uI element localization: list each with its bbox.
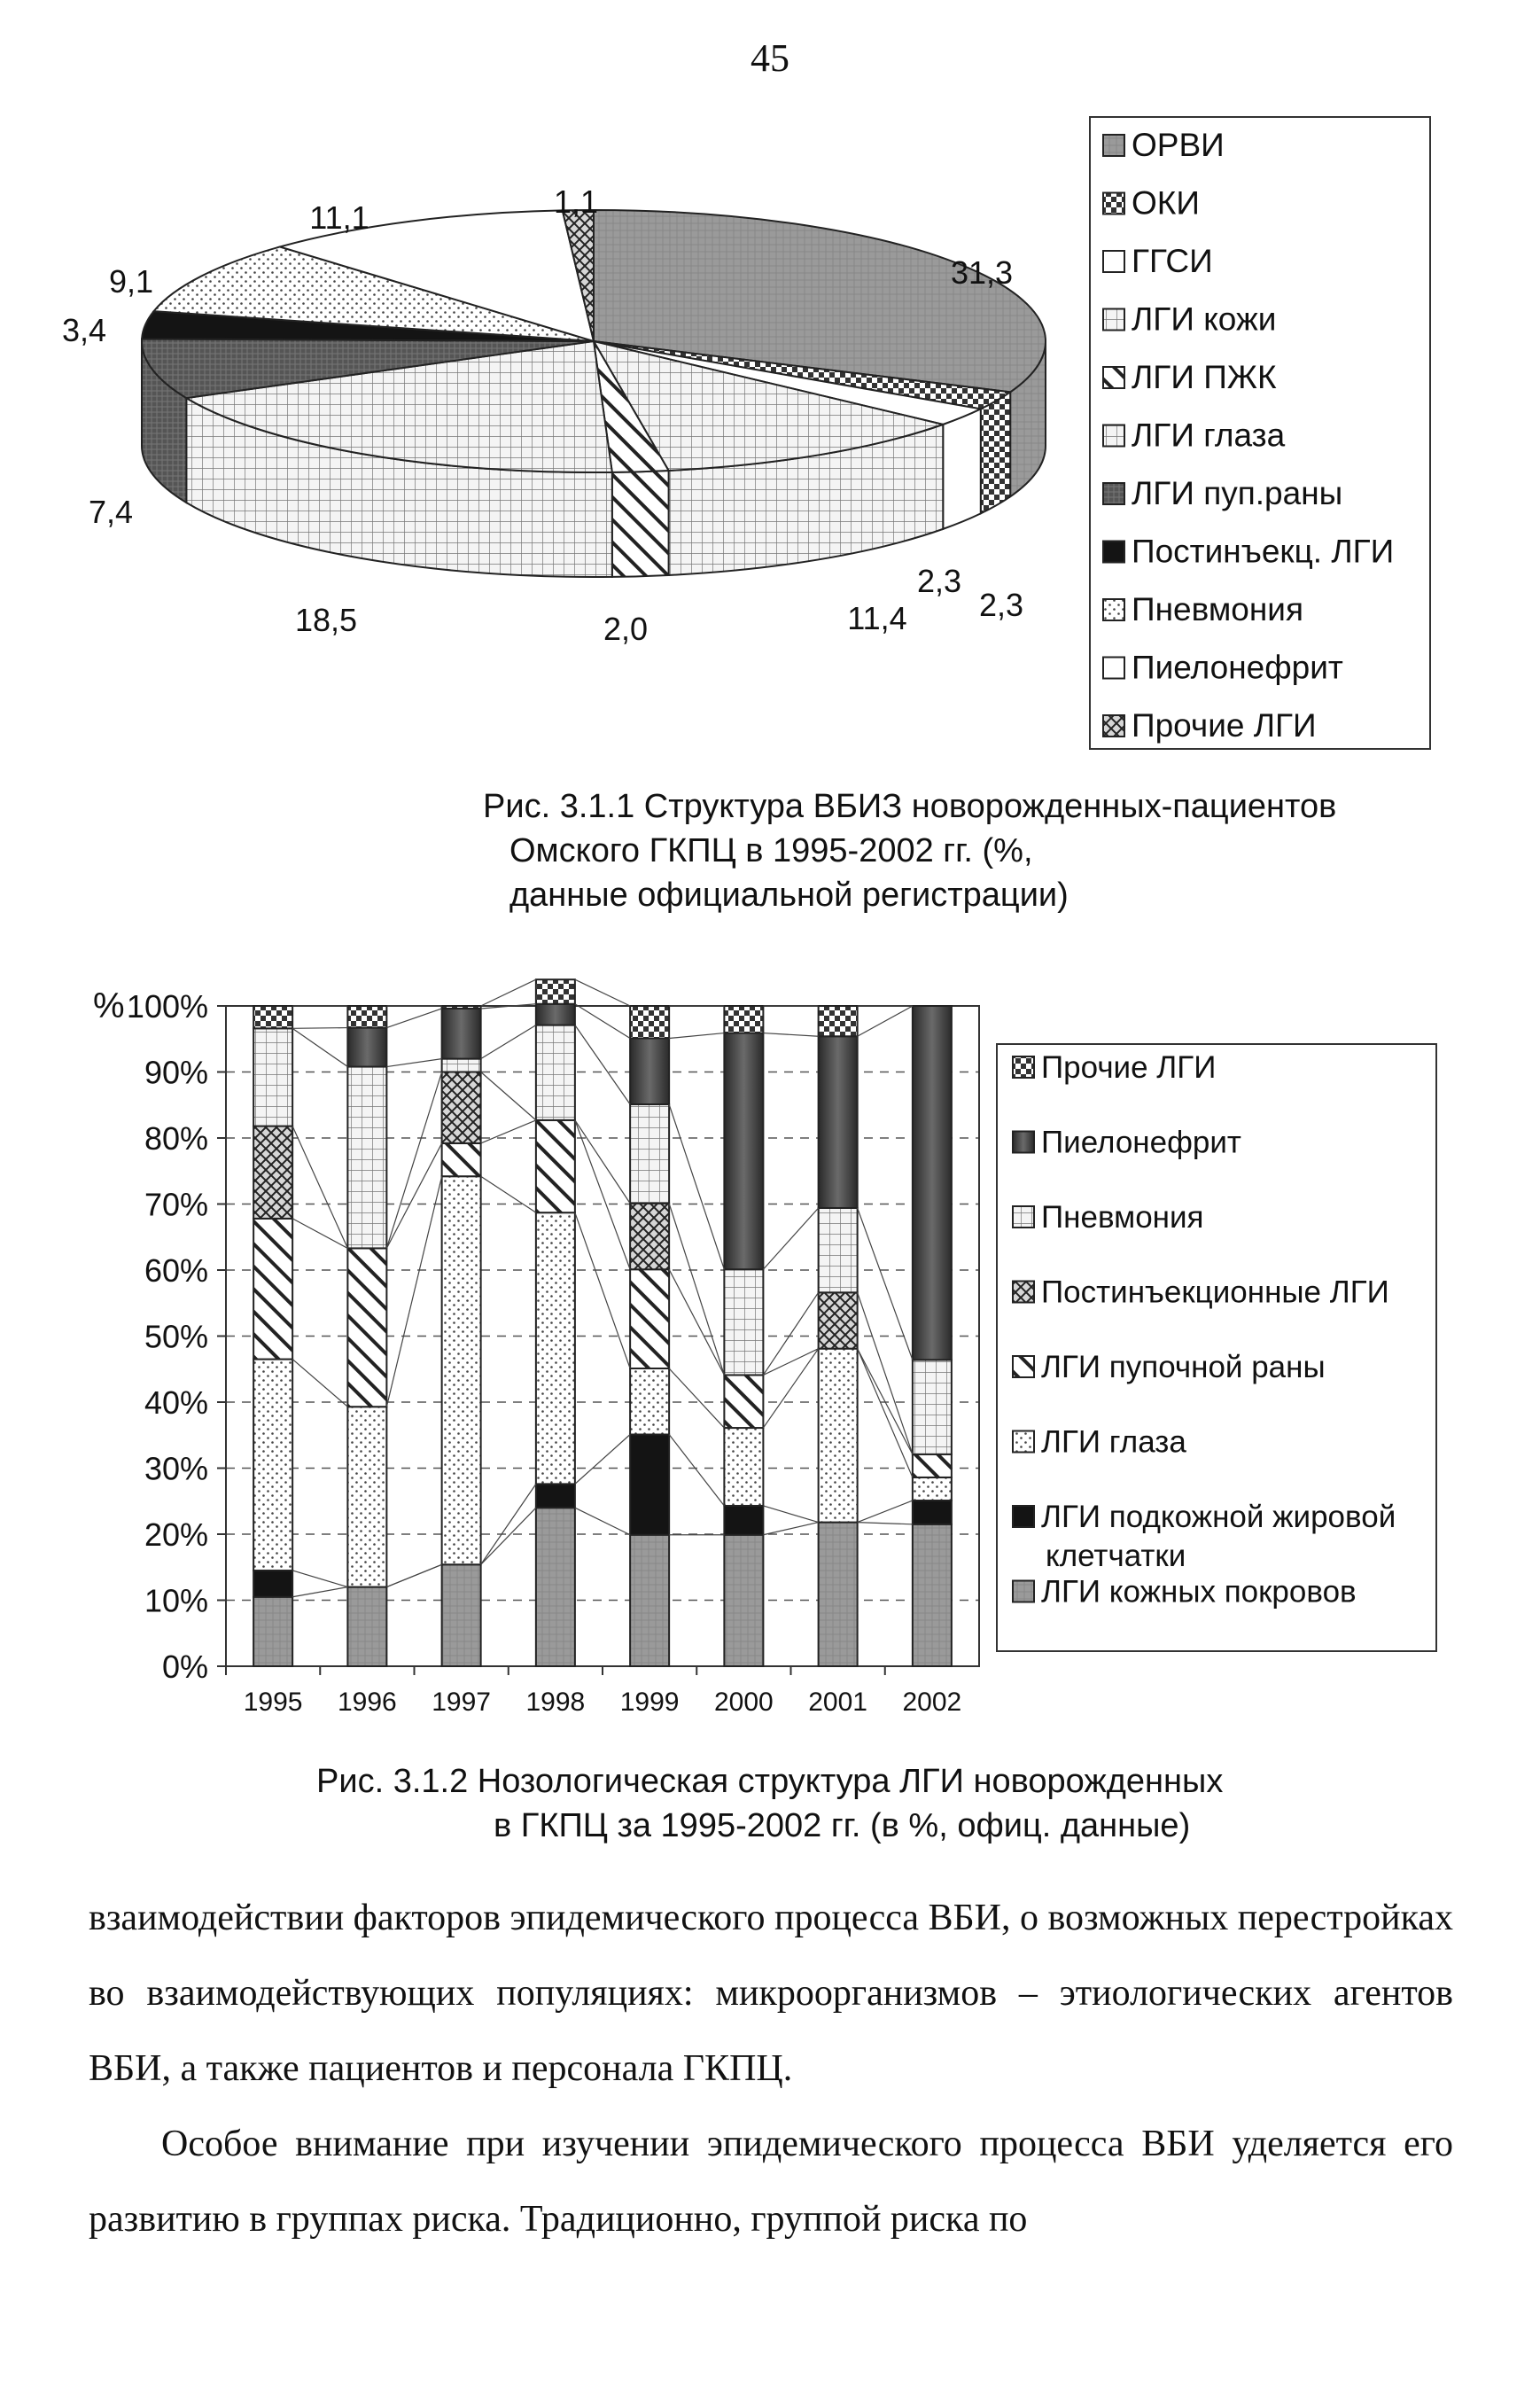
bar-segment — [819, 1208, 858, 1292]
y-tick-label: 60% — [144, 1252, 208, 1289]
bar-legend-swatch — [1013, 1356, 1034, 1377]
x-tick-label: 1997 — [432, 1688, 491, 1717]
series-line — [386, 1059, 441, 1067]
x-tick-label: 2002 — [902, 1688, 962, 1717]
series-line — [858, 1500, 913, 1523]
bar-legend-label: Прочие ЛГИ — [1041, 1050, 1217, 1085]
series-line — [575, 1120, 630, 1269]
bar-segment — [536, 1212, 575, 1484]
series-line — [292, 1126, 347, 1249]
series-line — [858, 1523, 913, 1524]
series-line — [292, 1219, 347, 1249]
bar-legend-swatch — [1013, 1431, 1034, 1453]
pie-legend-label: ЛГИ кожи — [1132, 300, 1277, 338]
series-line — [763, 1523, 818, 1535]
figure1-caption-line: данные официальной регистрации) — [509, 877, 1069, 914]
pie-data-label: 7,4 — [88, 494, 134, 530]
bar-segment — [347, 1028, 386, 1067]
y-tick-label: 100% — [126, 988, 208, 1025]
x-tick-label: 1995 — [243, 1688, 303, 1717]
x-tick-label: 1996 — [338, 1688, 397, 1717]
pie-data-label: 1,1 — [553, 183, 599, 220]
bar-legend-label: ЛГИ кожных покровов — [1041, 1574, 1357, 1610]
pie-legend-label: ОРВИ — [1132, 127, 1225, 163]
y-tick-label: 70% — [144, 1186, 208, 1223]
bar-segment — [442, 1059, 481, 1072]
bar-segment — [724, 1269, 763, 1375]
series-line — [481, 1120, 536, 1143]
series-line — [386, 1564, 441, 1586]
bar-segment — [536, 1120, 575, 1212]
pie-slices — [142, 210, 1046, 577]
x-tick-label: 2000 — [714, 1688, 774, 1717]
y-tick-label: 50% — [144, 1318, 208, 1355]
bar-segment — [630, 1435, 669, 1535]
pie-slice-side — [943, 409, 981, 528]
series-line — [575, 979, 630, 1006]
bar-segment — [913, 1524, 952, 1666]
bar-legend-label: ЛГИ подкожной жировой клетчатки — [1041, 1500, 1396, 1573]
bar-segment — [913, 1006, 952, 1360]
y-unit-label: % — [93, 986, 125, 1025]
figure1-caption — [483, 784, 1369, 917]
bar-segment — [442, 1009, 481, 1059]
bar-segment — [536, 1508, 575, 1666]
series-line — [763, 1349, 818, 1428]
bar-segment — [913, 1454, 952, 1477]
bar-segment — [724, 1428, 763, 1506]
bar-segment — [724, 1033, 763, 1270]
bar-segment — [536, 1004, 575, 1025]
series-line — [858, 1349, 913, 1477]
series-line — [763, 1292, 818, 1375]
bar-segment — [630, 1368, 669, 1435]
bar-segments — [253, 979, 952, 1666]
series-line — [669, 1368, 724, 1428]
series-line — [669, 1269, 724, 1375]
bar-segment — [724, 1535, 763, 1666]
series-line — [481, 1484, 536, 1564]
bar-segment — [630, 1269, 669, 1368]
series-line — [292, 1587, 347, 1597]
bar-legend-label: Пневмония — [1041, 1200, 1204, 1235]
bar-segment — [347, 1587, 386, 1666]
pie-chart — [62, 183, 1046, 647]
series-line — [669, 1033, 724, 1039]
bar-legend — [997, 1044, 1436, 1651]
series-line — [481, 979, 536, 1006]
series-line — [858, 1006, 913, 1036]
bar-segment — [442, 1564, 481, 1666]
pie-legend — [1090, 117, 1430, 749]
bar-legend-swatch — [1013, 1132, 1034, 1153]
figure2-caption-line: Рис. 3.1.2 Нозологическая структура ЛГИ новорожденных — [316, 1763, 1224, 1800]
bar-segment — [347, 1067, 386, 1249]
bar-legend-swatch — [1013, 1056, 1034, 1078]
pie-data-label: 11,4 — [847, 600, 907, 636]
pie-data-label: 18,5 — [294, 602, 358, 638]
pie-data-label: 2,3 — [916, 563, 962, 599]
pie-legend-label: ЛГИ глаза — [1132, 417, 1286, 454]
bar-segment — [253, 1126, 292, 1219]
series-line — [575, 1120, 630, 1204]
pie-legend-swatch — [1103, 658, 1124, 679]
y-tick-label: 0% — [161, 1649, 208, 1685]
pie-data-label: 2,3 — [978, 587, 1024, 623]
pie-data-label: 3,4 — [61, 312, 107, 348]
bar-segment — [630, 1104, 669, 1204]
bar-segment — [253, 1006, 292, 1028]
bar-segment — [724, 1506, 763, 1535]
bar-segment — [442, 1176, 481, 1564]
series-line — [763, 1033, 818, 1037]
series-line — [763, 1506, 818, 1523]
figure1-caption-line: Рис. 3.1.1 Структура ВБИЗ новорожденных-пациентов — [483, 788, 1337, 825]
bar-segment — [819, 1523, 858, 1666]
bar-segment — [630, 1204, 669, 1270]
bar-segment — [819, 1349, 858, 1523]
bar-segment — [819, 1292, 858, 1348]
bar-legend-label: ЛГИ пупочной раны — [1041, 1350, 1326, 1384]
pie-legend-label: ЛГИ пуп.раны — [1132, 475, 1343, 511]
pie-legend-label: Пневмония — [1132, 591, 1303, 627]
pie-legend-swatch — [1103, 135, 1124, 156]
pie-data-label: 2,0 — [603, 611, 649, 647]
pie-legend-swatch — [1103, 599, 1124, 620]
bar-segment — [536, 1484, 575, 1508]
bar-segment — [253, 1597, 292, 1666]
pie-legend-swatch — [1103, 715, 1124, 737]
stacked-bar-chart — [93, 979, 979, 1717]
bar-legend-swatch — [1013, 1206, 1034, 1228]
series-line — [292, 1360, 347, 1407]
pie-legend-label: ОКИ — [1132, 184, 1200, 222]
pie-data-label: 11,1 — [309, 199, 369, 236]
bar-segment — [913, 1477, 952, 1500]
x-tick-label: 1999 — [619, 1688, 680, 1717]
body-paragraph: взаимодействии факторов эпидемического процесса ВБИ, о возможных перестройках во взаимодействующих популяциях: микроорганизмов – этиологических агентов ВБИ, а также пациентов и персонала ГКПЦ. — [89, 1898, 1453, 2089]
figure2-caption-line: в ГКПЦ за 1995-2002 гг. (в %, офиц. данные) — [494, 1807, 1191, 1844]
pie-legend-label: Прочие ЛГИ — [1132, 707, 1317, 744]
pie-data-label: 31,3 — [950, 254, 1014, 291]
figure1-caption-line: Омского ГКПЦ в 1995-2002 гг. (%, — [509, 832, 1033, 869]
series-line — [386, 1009, 441, 1028]
bar-segment — [630, 1006, 669, 1039]
bar-segment — [630, 1535, 669, 1666]
bar-segment — [442, 1143, 481, 1176]
bar-segment — [630, 1039, 669, 1105]
series-line — [858, 1208, 913, 1360]
y-tick-label: 10% — [144, 1582, 208, 1619]
body-text — [89, 1881, 1453, 2257]
body-paragraph: Особое внимание при изучении эпидемического процесса ВБИ уделяется его развитию в группах риска. Традиционно, группой риска по — [89, 2124, 1453, 2240]
pie-legend-swatch — [1103, 483, 1124, 504]
figure2-caption — [316, 1759, 1380, 1848]
page-number: 45 — [751, 36, 789, 80]
series-line — [481, 1176, 536, 1212]
series-line — [575, 1025, 630, 1104]
series-line — [292, 1571, 347, 1587]
pie-data-label: 9,1 — [108, 263, 154, 300]
bar-segment — [442, 1006, 481, 1009]
bar-legend-label: ЛГИ глаза — [1041, 1424, 1186, 1460]
bar-segment — [253, 1571, 292, 1597]
pie-legend-swatch — [1103, 251, 1124, 272]
series-line — [292, 1028, 347, 1029]
series-line — [669, 1435, 724, 1506]
series-line — [481, 1072, 536, 1120]
bar-segment — [253, 1028, 292, 1126]
x-tick-label: 2001 — [808, 1688, 867, 1717]
series-line — [575, 1435, 630, 1485]
pie-slice-side — [612, 471, 669, 577]
series-line — [858, 1292, 913, 1454]
bar-segment — [347, 1407, 386, 1586]
pie-legend-label: Пиелонефрит — [1132, 649, 1343, 686]
y-tick-label: 80% — [144, 1120, 208, 1157]
y-tick-label: 90% — [144, 1054, 208, 1091]
bar-legend-swatch — [1013, 1282, 1034, 1303]
pie-legend-label: ГГСИ — [1132, 243, 1213, 279]
bar-segment — [724, 1006, 763, 1033]
pie-legend-swatch — [1103, 367, 1124, 388]
series-line — [386, 1176, 441, 1407]
bar-segment — [442, 1072, 481, 1143]
bar-segment — [913, 1360, 952, 1454]
pie-legend-swatch — [1103, 542, 1124, 563]
series-line — [292, 1028, 347, 1066]
series-line — [669, 1104, 724, 1269]
pie-legend-label: ЛГИ ПЖК — [1132, 359, 1277, 395]
series-line — [481, 1508, 536, 1564]
bar-segment — [724, 1375, 763, 1428]
bar-segment — [819, 1036, 858, 1208]
series-line — [575, 1508, 630, 1535]
x-tick-label: 1998 — [525, 1688, 586, 1717]
bar-segment — [819, 1006, 858, 1036]
pie-legend-swatch — [1103, 193, 1124, 214]
bar-legend-label: Пиелонефрит — [1041, 1125, 1241, 1160]
bar-segment — [913, 1500, 952, 1524]
bar-legend-label: Постинъекционные ЛГИ — [1041, 1274, 1389, 1310]
series-line — [669, 1204, 724, 1376]
y-tick-label: 40% — [144, 1384, 208, 1421]
series-line — [575, 1004, 630, 1039]
bar-legend-swatch — [1013, 1581, 1034, 1602]
pie-legend-swatch — [1103, 425, 1124, 447]
bar-segment — [253, 1360, 292, 1571]
bar-segment — [253, 1219, 292, 1360]
pie-legend-swatch — [1103, 309, 1124, 331]
bar-segment — [347, 1248, 386, 1407]
bar-segment — [347, 1006, 386, 1028]
pie-legend-label: Постинъекц. ЛГИ — [1132, 533, 1395, 570]
bar-segment — [536, 1025, 575, 1120]
y-tick-label: 30% — [144, 1450, 208, 1487]
bar-legend-swatch — [1013, 1506, 1034, 1527]
series-line — [481, 1025, 536, 1059]
pie-slice-side — [981, 392, 1010, 513]
bar-segment — [536, 979, 575, 1004]
series-line — [575, 1212, 630, 1368]
series-line — [763, 1208, 818, 1269]
y-tick-label: 20% — [144, 1516, 208, 1553]
